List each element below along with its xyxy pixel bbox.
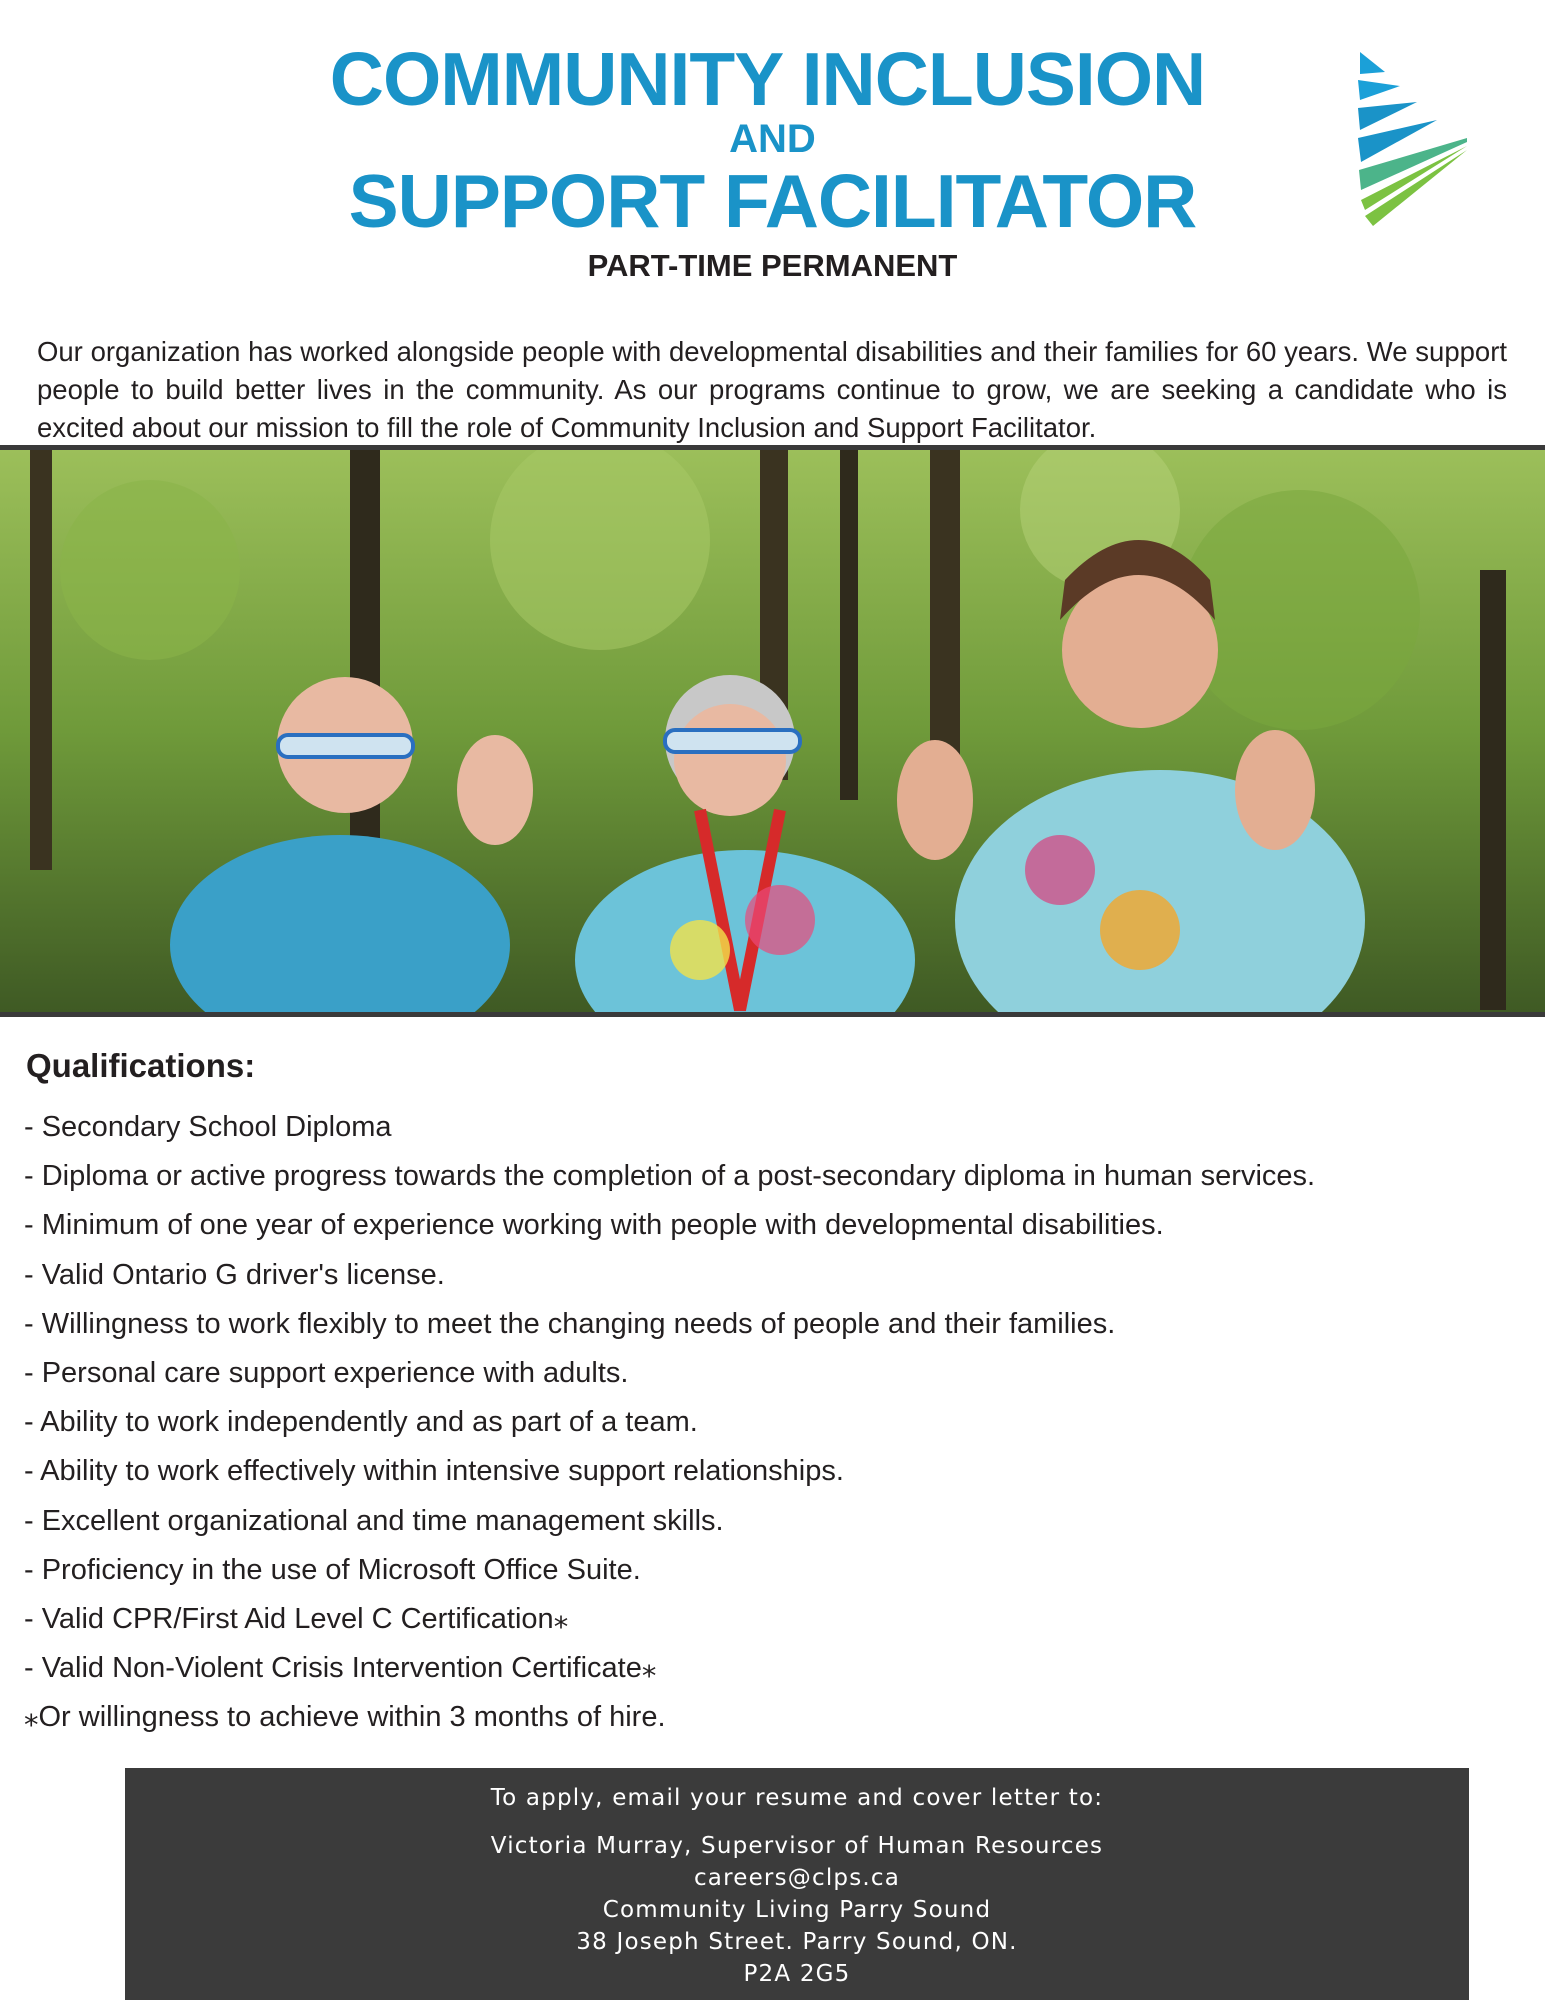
apply-instruction: To apply, email your resume and cover letter to: [490, 1785, 1104, 1811]
qualifications-heading: Qualifications: [26, 1047, 256, 1084]
list-item: - Diploma or active progress towards the completion of a post-secondary diploma in human services. [24, 1160, 1316, 1193]
list-item: - Secondary School Diploma [24, 1111, 392, 1143]
street-address: 38 Joseph Street. Parry Sound, ON. [576, 1929, 1018, 1955]
list-item: - Proficiency in the use of Microsoft Office Suite. [24, 1553, 641, 1586]
contact-details [125, 1830, 1469, 1990]
organization-name: Community Living Parry Sound [602, 1897, 992, 1923]
contact-name: Victoria Murray, Supervisor of Human Resources [490, 1833, 1104, 1859]
qualifications-list [24, 1103, 1315, 1743]
list-item: - Personal care support experience with adults. [24, 1357, 629, 1390]
team-photo [0, 445, 1545, 1017]
list-item: - Valid Non-Violent Crisis Intervention Certificate⁎ [24, 1652, 657, 1685]
list-item: - Minimum of one year of experience working with people with developmental disabilities. [24, 1209, 1164, 1242]
triangle-logo-icon [1355, 50, 1470, 230]
list-item: - Ability to work effectively within intensive support relationships. [24, 1455, 844, 1488]
contact-email-link[interactable]: careers@clps.ca [693, 1865, 901, 1891]
job-type-subtitle: PART-TIME PERMANENT [587, 248, 958, 283]
apply-info-box [125, 1768, 1469, 2000]
list-item: - Ability to work independently and as part of a team. [24, 1406, 698, 1439]
list-item: ⁎Or willingness to achieve within 3 months of hire. [24, 1701, 666, 1734]
list-item: - Willingness to work flexibly to meet the changing needs of people and their families. [24, 1307, 1116, 1340]
list-item: - Excellent organizational and time management skills. [24, 1504, 724, 1537]
title-line-1: COMMUNITY INCLUSION [329, 37, 1206, 121]
list-item: - Valid CPR/First Aid Level C Certification⁎ [24, 1603, 569, 1636]
intro-paragraph: Our organization has worked alongside people with developmental disabilities and their families for 60 years. We support people to build better lives in the community. As our programs continue to grow, we are seeking a candidate who is excited about our mission to fill the role of Community Inclusion and Support Facilitator. [37, 335, 1507, 443]
list-item: - Valid Ontario G driver's license. [24, 1258, 445, 1291]
title-line-2: AND [729, 117, 816, 161]
postal-code: P2A 2G5 [743, 1961, 851, 1987]
title-line-3: SUPPORT FACILITATOR [348, 159, 1197, 243]
